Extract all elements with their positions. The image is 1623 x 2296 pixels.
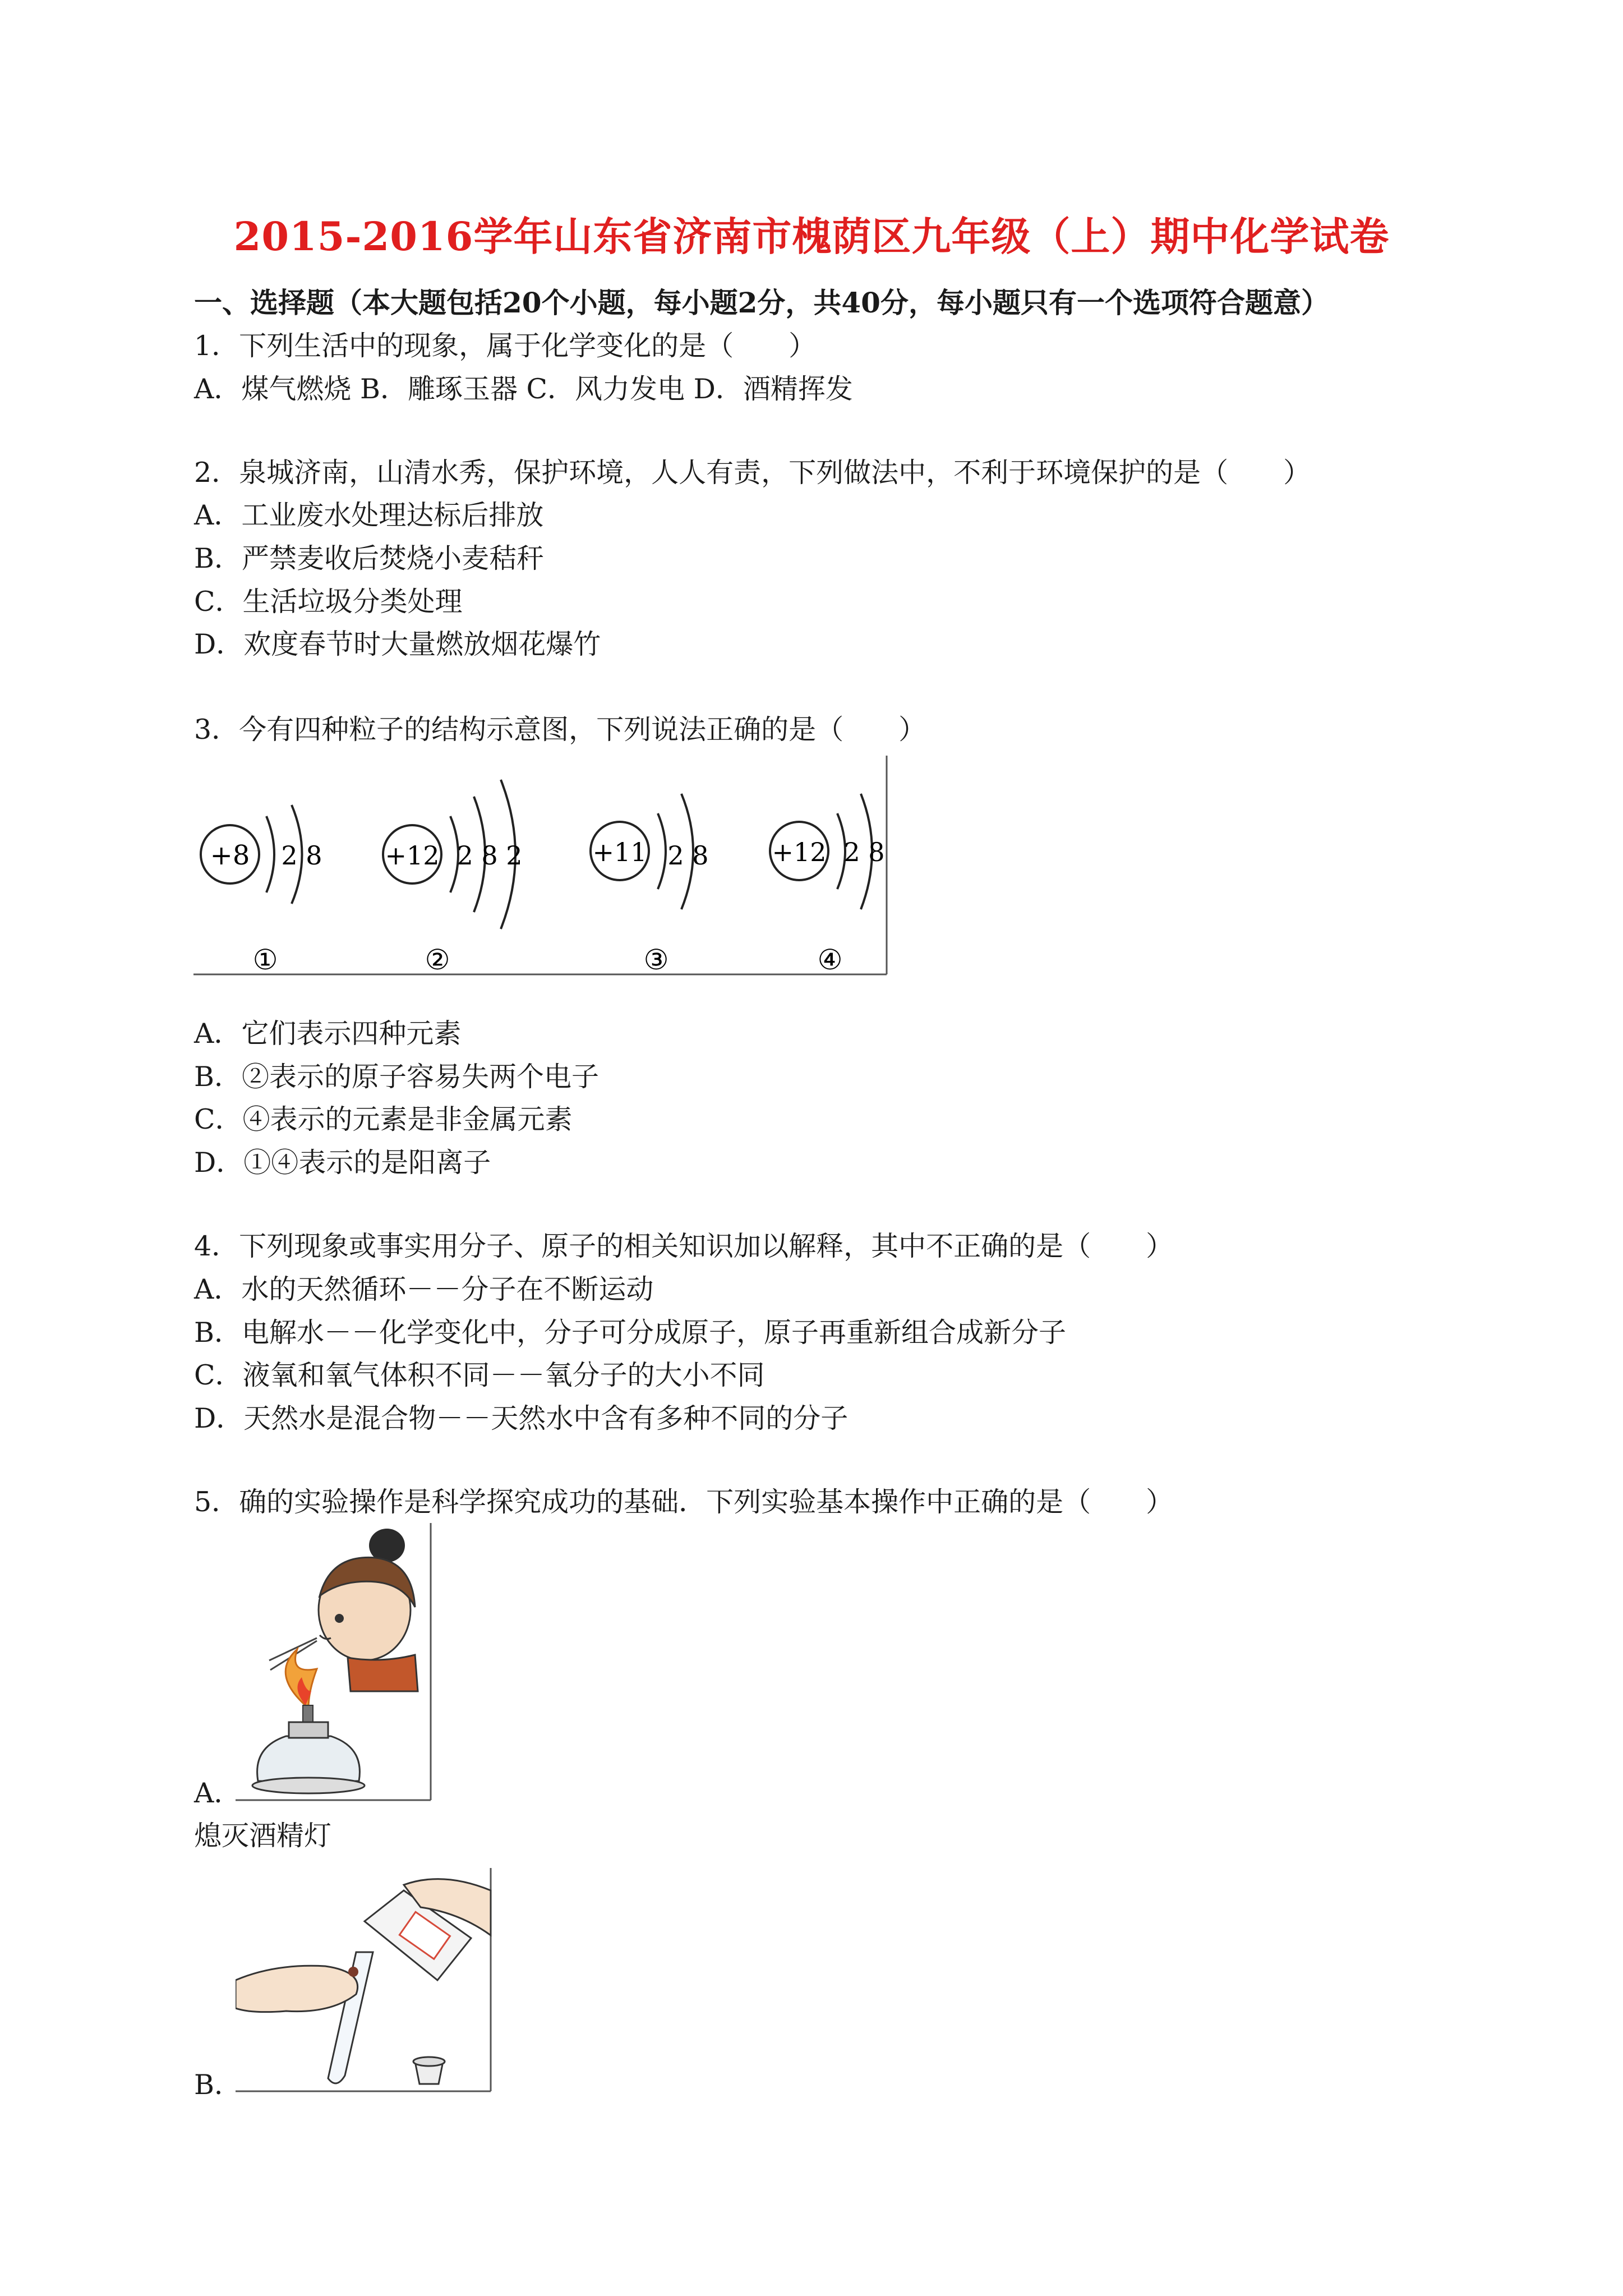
question-5-option-a-label: A． <box>194 1777 242 1809</box>
question-5-stem: 5．确的实验操作是科学探究成功的基础．下列实验基本操作中正确的是（ ） <box>194 1486 1174 1518</box>
question-4-option-a: A．水的天然循环－－分子在不断运动 <box>194 1273 654 1305</box>
question-5-option-b-label: B． <box>194 2069 242 2101</box>
question-2-option-b: B．严禁麦收后焚烧小麦秸秆 <box>194 542 545 574</box>
question-3-option-b: B．②表示的原子容易失两个电子 <box>194 1061 600 1093</box>
particle-2-label: ② <box>425 944 450 976</box>
question-1-options: A．煤气燃烧 B．雕琢玉器 C．风力发电 D．酒精挥发 <box>194 373 853 405</box>
question-3-option-a: A．它们表示四种元素 <box>194 1018 462 1050</box>
particle-2-diagram <box>383 780 523 976</box>
question-3-option-d: D．①④表示的是阳离子 <box>194 1147 491 1179</box>
page-title: 2015-2016学年山东省济南市槐荫区九年级（上）期中化学试卷 <box>233 213 1390 260</box>
particle-3-charge: +11 <box>592 837 647 867</box>
question-4-stem: 4．下列现象或事实用分子、原子的相关知识加以解释，其中不正确的是（ ） <box>194 1230 1174 1262</box>
question-4-option-b: B．电解水－－化学变化中，分子可分成原子，原子再重新组合成新分子 <box>194 1317 1067 1349</box>
particle-4-charge: +12 <box>772 837 827 867</box>
question-1-stem: 1．下列生活中的现象，属于化学变化的是（ ） <box>194 330 817 362</box>
particle-3-shell-1 <box>658 813 666 889</box>
particle-1-shells: 2 8 <box>281 840 322 871</box>
question-5-option-a-caption: 熄灭酒精灯 <box>194 1820 332 1852</box>
particle-4-shells: 2 8 <box>843 837 885 867</box>
particle-1-label: ① <box>252 944 278 976</box>
particle-2-shells: 2 8 2 <box>457 840 523 871</box>
particle-3-shells: 2 8 <box>667 840 709 871</box>
question-3-option-c: C．④表示的元素是非金属元素 <box>194 1103 573 1135</box>
particle-3-diagram <box>591 794 709 976</box>
question-4-option-c: C．液氧和氧气体积不同－－氧分子的大小不同 <box>194 1359 765 1391</box>
particle-1-charge: +8 <box>210 840 250 871</box>
pouring-liquid-illustration <box>236 1868 494 2095</box>
question-2-stem: 2．泉城济南，山清水秀，保护环境，人人有责，下列做法中，不利于环境保护的是（ ） <box>194 457 1311 489</box>
question-2-option-a: A．工业废水处理达标后排放 <box>194 499 544 531</box>
particle-1-shell-1 <box>266 816 274 892</box>
question-2-option-c: C．生活垃圾分类处理 <box>194 586 463 618</box>
blowing-out-lamp-illustration <box>236 1523 435 1803</box>
section-heading: 一、选择题（本大题包括20个小题，每小题2分，共40分，每小题只有一个选项符合题意） <box>194 286 1329 319</box>
question-2-option-d: D．欢度春节时大量燃放烟花爆竹 <box>194 628 601 660</box>
particle-4-label: ④ <box>817 944 843 976</box>
question-4-option-d: D．天然水是混合物－－天然水中含有多种不同的分子 <box>194 1402 849 1434</box>
particle-2-charge: +12 <box>385 840 440 871</box>
particle-3-label: ③ <box>643 944 669 976</box>
question-3-stem: 3．今有四种粒子的结构示意图，下列说法正确的是（ ） <box>194 714 926 746</box>
atomic-structure-figure <box>193 754 889 976</box>
particle-1-diagram <box>201 805 322 976</box>
particle-4-diagram <box>770 794 885 976</box>
